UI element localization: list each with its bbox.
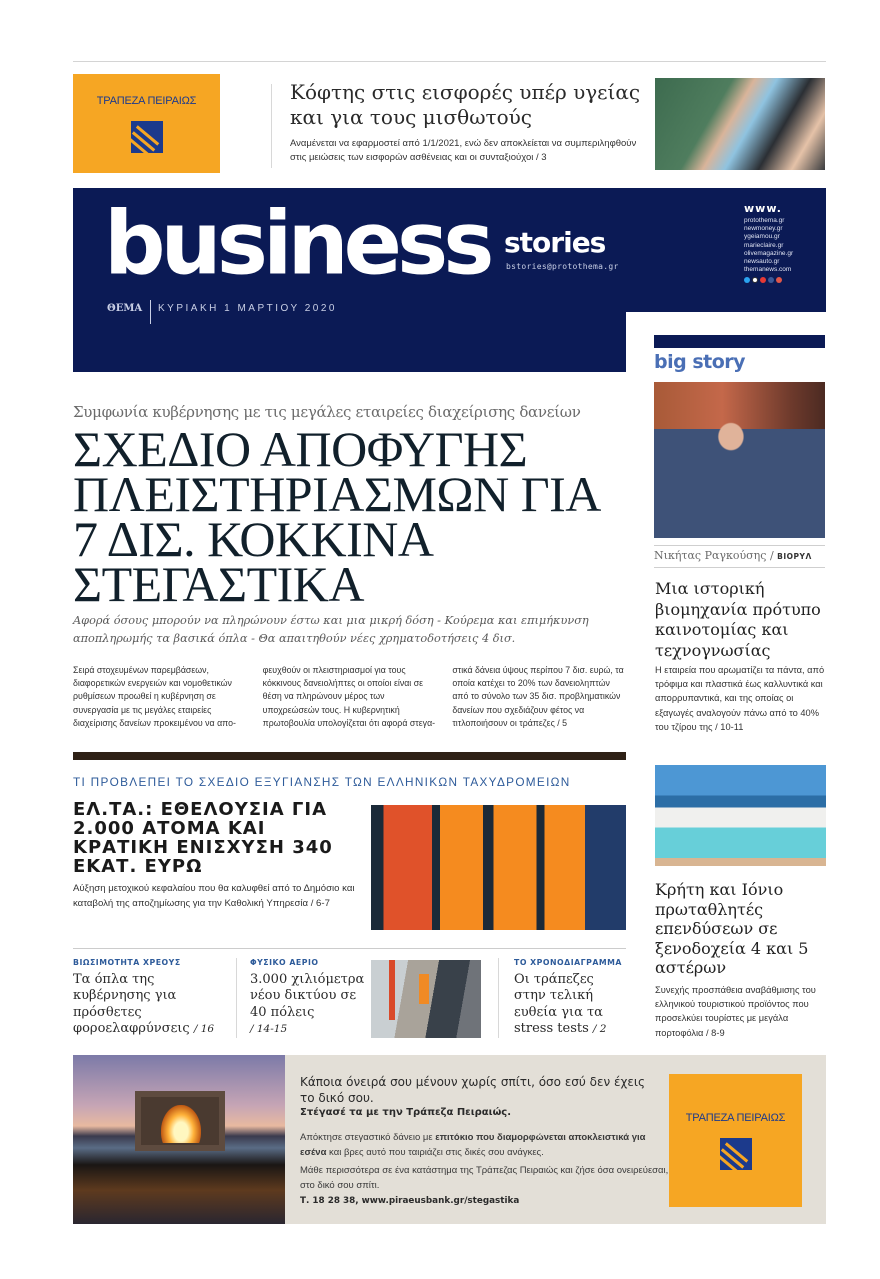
bank-name: ΤΡΑΠΕΖΑ ΠΕΙΡΑΙΩΣ — [685, 1111, 786, 1124]
twitter-icon[interactable] — [744, 277, 750, 283]
masthead-separator — [150, 300, 151, 324]
big-story-label: big story — [654, 351, 746, 373]
social-icons — [744, 277, 793, 283]
story-headline: 3.000 χιλιόμετρα νέου δικτύου σε 40 πόλεις / 14-15 — [250, 972, 365, 1035]
site-link[interactable]: ygeiamou.gr — [744, 233, 780, 241]
caption-rule — [654, 545, 825, 546]
big-story-summary: Η εταιρεία που αρωματίζει τα πάντα, από τρόφιμα και πλαστικά έως καλλυντικά και απορρυπαντικά, και της οποίας οι εξαγωγές αναλογούν πάνω από το 40% του τζίρου της / 10-11 — [655, 665, 825, 732]
site-link[interactable]: marieclaire.gr — [744, 241, 784, 249]
hero-subtitle: Αφορά όσους μπορούν να πληρώνουν έστω και μια μικρή δόση - Κούρεμα και επιμήκυνση αποπληρωμής τα βασικά όπλα - Θα απαιτηθούν νέες χρηματοδοτήσεις 4 δισ. — [73, 614, 589, 645]
www-label: www. — [744, 202, 782, 215]
masthead-title: business — [104, 193, 490, 295]
piraeus-logo-icon — [720, 1138, 752, 1170]
masthead-email[interactable]: bstories@protothema.gr — [506, 262, 619, 271]
body-column: φευχθούν οι πλειστηριασμοί για τους κόκκινους δανειολήπτες οι οποίοι είναι σε θέση να πληρώνουν μέρος των υποχρεώσεών τους. Η κυβερνητική πρωτοβουλία υπολογίζεται ότι αφορά στεγα- — [262, 665, 436, 728]
masthead-background-lower — [73, 312, 626, 372]
ad-subheadline: Στέγασέ τα με την Τράπεζα Πειραιώς. — [300, 1107, 511, 1118]
hero-body-columns — [73, 664, 628, 730]
google-plus-icon[interactable] — [776, 277, 782, 283]
caption-rule — [654, 567, 825, 568]
column-separator — [498, 958, 499, 1038]
hotel-story-summary: Συνεχής προσπάθεια αναβάθμισης του ελληνικού τουριστικού προϊόντος που προσελκύει τουρίστες με μεγάλα πορτοφόλια / 8-9 — [655, 985, 816, 1038]
body-column: Σειρά στοχευμένων παρεμβάσεων, διαφορετικών ενεργειών και νομοθετικών ρυθμίσεων προωθεί η κυβέρνηση σε συνεργασία με τις μεγάλες εταιρείες διαχείρισης δανείων προκειμένου να απο- — [73, 665, 236, 728]
instagram-icon[interactable] — [752, 277, 758, 283]
story-label: ΤΟ ΧΡΟΝΟΔΙΑΓΡΑΜΜΑ — [514, 958, 622, 967]
gas-pipeline-works-photo — [371, 960, 481, 1038]
piraeus-logo-icon — [131, 121, 163, 153]
bank-name: ΤΡΑΠΕΖΑ ΠΕΙΡΑΙΩΣ — [96, 94, 197, 107]
facebook-icon[interactable] — [768, 277, 774, 283]
teaser-photo-money-exchange — [655, 78, 825, 170]
big-story-photo — [654, 382, 825, 538]
partner-sites — [744, 202, 793, 283]
site-link[interactable]: themanews.com — [744, 266, 792, 274]
small-story[interactable] — [250, 958, 365, 1037]
small-story[interactable] — [73, 958, 233, 1037]
thin-divider — [73, 948, 626, 949]
publisher-logo: ΘΕΜΑ — [107, 303, 143, 314]
small-story[interactable] — [514, 958, 629, 1037]
fireplace-photo — [73, 1055, 285, 1224]
site-link[interactable]: protothema.gr — [744, 217, 785, 224]
ad-paragraph: Απόκτησε στεγαστικό δάνειο με επιτόκιο που διαμορφώνεται αποκλειστικά για εσένα και βρες αυτό που ταιριάζει στις δικές σου ανάγκες. — [300, 1132, 646, 1158]
photo-caption: Νικήτας Ραγκούσης / ΒΙΟΡΥΛ — [654, 549, 812, 562]
teaser-summary: Αναμένεται να εφαρμοστεί από 1/1/2021, ενώ δεν αποκλείεται να συμπεριληφθούν στις μειώσεις των εισφορών ασθένειας και οι συνταξιούχοι / 3 — [290, 138, 637, 163]
teaser-divider — [271, 84, 272, 168]
hotel-story-headline[interactable]: Κρήτη και Ιόνιο πρωταθλητές επενδύσεων σε ξενοδοχεία 4 και 5 αστέρων — [655, 880, 809, 978]
ad-headline: Κάποια όνειρά σου μένουν χωρίς σπίτι, όσο εσύ δεν έχεις το δικό σου. — [300, 1075, 646, 1105]
story-headline: Οι τράπεζες στην τελική ευθεία για τα stress tests / 2 — [514, 972, 607, 1036]
masthead-subtitle: stories — [504, 226, 606, 259]
piraeus-bank-header-ad[interactable] — [73, 74, 220, 173]
elta-summary: Αύξηση μετοχικού κεφαλαίου που θα καλυφθεί από το Δημόσιο και καταβολή της αποζημίωσης για την Καθολική Υπηρεσία / 6-7 — [73, 883, 355, 909]
site-link[interactable]: newmoney.gr — [744, 225, 783, 233]
story-headline: Τα όπλα της κυβέρνησης για πρόσθετες φοροελαφρύνσεις / 16 — [73, 972, 215, 1036]
story-label: ΒΙΩΣΙΜΟΤΗΤΑ ΧΡΕΟΥΣ — [73, 958, 181, 967]
site-link[interactable]: newsauto.gr — [744, 258, 780, 266]
piraeus-bank-ad-logo[interactable] — [669, 1074, 802, 1207]
elta-mailboxes-photo — [371, 805, 626, 930]
caption-name: Νικήτας Ραγκούσης — [654, 549, 767, 562]
ad-paragraph: Μάθε περισσότερα σε ένα κατάστημα της Τράπεζας Πειραιώς και ζήσε όσα ονειρεύεσαι, στο δικό σου σπίτι. — [300, 1165, 669, 1191]
hotel-pool-photo — [655, 765, 826, 866]
story-label: ΦΥΣΙΚΟ ΑΕΡΙΟ — [250, 958, 319, 967]
big-story-bar — [654, 335, 825, 348]
top-rule — [73, 61, 826, 62]
body-column: στικά δάνεια ύψους περίπου 7 δισ. ευρώ, τα οποία κατέχει το 20% των δανειοληπτών από το σύνολο των 35 δισ. προβληματικών δανείων που σχεδιάζουν φέτος να τιτλοποιήσουν οι τράπεζες / 5 — [452, 665, 624, 728]
hero-headline[interactable]: ΣΧΕΔΙΟ ΑΠΟΦΥΓΗΣ ΠΛΕΙΣΤΗΡΙΑΣΜΩΝ ΓΙΑ 7 ΔΙΣ. ΚΟΚΚΙΝΑ ΣΤΕΓΑΣΤΙΚΑ — [73, 421, 599, 612]
hero-kicker: Συμφωνία κυβέρνησης με τις μεγάλες εταιρείες διαχείρισης δανείων — [73, 403, 581, 421]
section-divider — [73, 752, 626, 760]
site-link[interactable]: olivemagazine.gr — [744, 249, 794, 257]
big-story-headline[interactable]: Μια ιστορική βιομηχανία πρότυπο καινοτομίας και τεχνογνωσίας — [655, 579, 821, 660]
teaser-headline[interactable]: Κόφτης στις εισφορές υπέρ υγείας και για τους μισθωτούς — [290, 80, 641, 129]
elta-kicker: ΤΙ ΠΡΟΒΛΕΠΕΙ ΤΟ ΣΧΕΔΙΟ ΕΞΥΓΙΑΝΣΗΣ ΤΩΝ ΕΛΛΗΝΙΚΩΝ ΤΑΧΥΔΡΟΜΕΙΩΝ — [73, 775, 571, 789]
issue-date: ΚΥΡΙΑΚΗ 1 ΜΑΡΤΙΟΥ 2020 — [158, 303, 337, 314]
column-separator — [236, 958, 237, 1038]
elta-headline[interactable]: ΕΛ.ΤΑ.: ΕΘΕΛΟΥΣΙΑ ΓΙΑ 2.000 ΑΤΟΜΑ ΚΑΙ ΚΡΑΤΙΚΗ ΕΝΙΣΧΥΣΗ 340 ΕΚΑΤ. ΕΥΡΩ — [73, 799, 333, 877]
youtube-icon[interactable] — [760, 277, 766, 283]
ad-contact[interactable]: Τ. 18 28 38, www.piraeusbank.gr/stegastika — [300, 1196, 520, 1206]
caption-company: ΒΙΟΡΥΛ — [777, 552, 812, 561]
